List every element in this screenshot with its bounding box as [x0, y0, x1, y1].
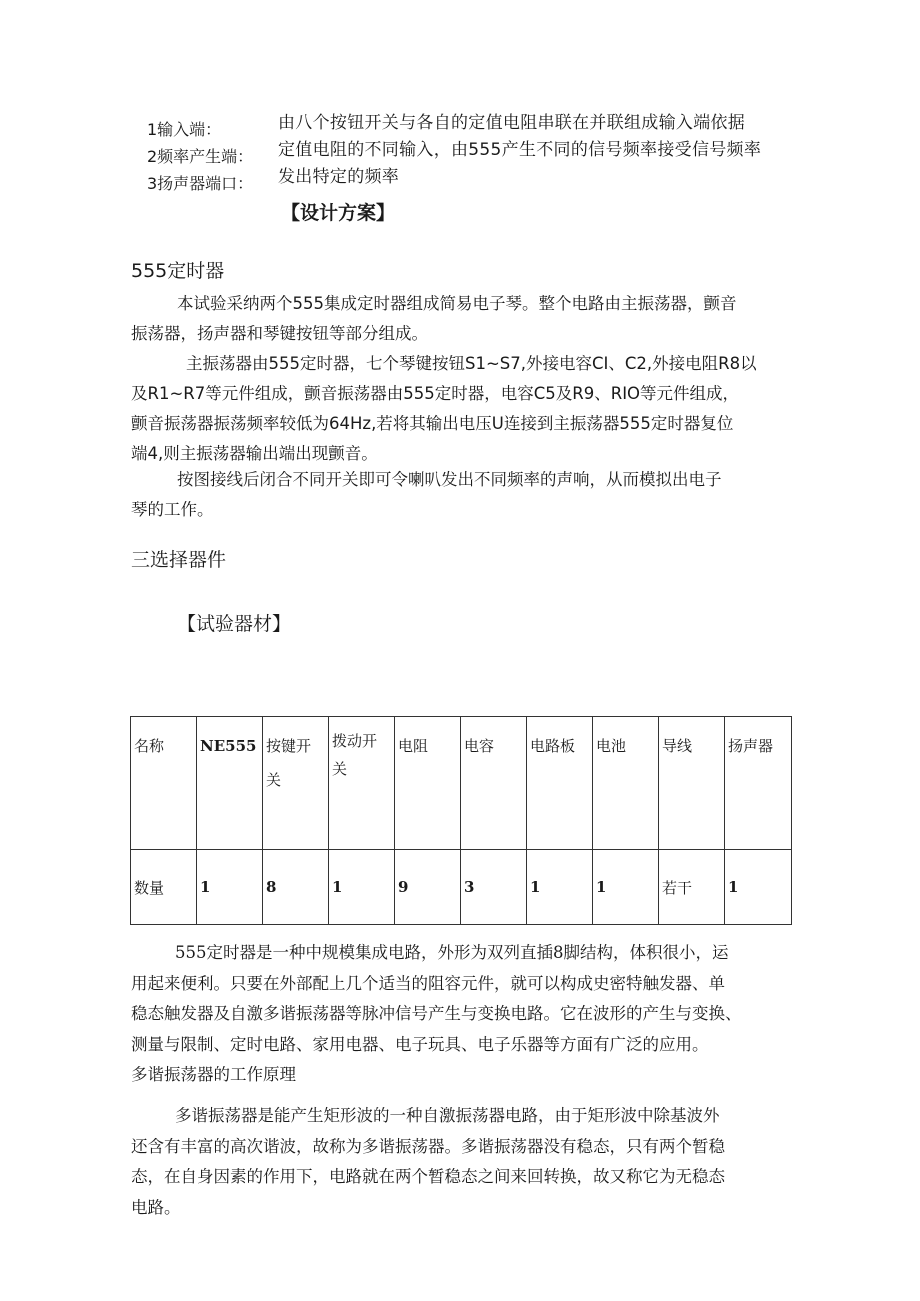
paragraph-line: 用起来便利。只要在外部配上几个适当的阻容元件，就可以构成史密特触发器、单 — [131, 973, 725, 993]
paragraph-line: 稳态触发器及自激多谐振荡器等脉冲信号产生与变换电路。它在波形的产生与变换、 — [131, 1004, 742, 1023]
port-frequency-label: 2频率产生端： — [147, 147, 254, 166]
paragraph-line: 按图接线后闭合不同开关即可令喇叭发出不同频率的声响，从而模拟出电子 — [177, 470, 722, 489]
item-name-ne555: NE555 — [197, 717, 263, 850]
intro-paragraph — [131, 289, 737, 349]
timer-paragraph — [131, 938, 742, 1060]
paragraph-line: 及R1~R7等元件组成，颤音振荡器由555定时器，电容C5及R9、RIO等元件组成， — [131, 384, 740, 403]
row-name-label: 名称 — [131, 717, 197, 850]
paragraph-line: 颤音振荡器振荡频率较低为64Hz,若将其输出电压U连接到主振荡器555定时器复位 — [131, 414, 734, 433]
multivibrator-paragraph — [131, 1101, 725, 1223]
port-speaker-label: 3扬声器端口： — [147, 174, 254, 193]
item-name-key-switch: 按键开关 — [263, 717, 329, 850]
paragraph-line: 还含有丰富的高次谐波，故称为多谐振荡器。多谐振荡器没有稳态，只有两个暂稳 — [131, 1136, 725, 1156]
port-list — [147, 116, 253, 197]
item-qty: 9 — [395, 850, 461, 925]
item-name-wire: 导线 — [659, 717, 725, 850]
item-qty: 1 — [329, 850, 395, 925]
row-qty-label: 数量 — [131, 850, 197, 925]
paragraph-line: 555定时器是一种中规模集成电路，外形为双列直插8脚结构，体积很小，运 — [175, 943, 729, 962]
table-row-quantities — [131, 850, 792, 925]
wiring-paragraph — [131, 465, 722, 525]
paragraph-line: 测量与限制、定时电路、家用电器、电子玩具、电子乐器等方面有广泛的应用。 — [131, 1034, 709, 1054]
port-desc-line: 由八个按钮开关与各自的定值电阻串联在并联组成输入端依据 — [278, 113, 746, 133]
item-name-toggle-switch: 拨动开关 — [329, 717, 395, 850]
port-input-label: 1输入端： — [147, 120, 222, 139]
item-qty: 3 — [461, 850, 527, 925]
item-qty: 8 — [263, 850, 329, 925]
item-qty: 1 — [197, 850, 263, 925]
item-name-resistor: 电阻 — [395, 717, 461, 850]
item-qty: 若干 — [659, 850, 725, 925]
port-desc-line: 定值电阻的不同输入，由555产生不同的信号频率接受信号频率 — [278, 140, 762, 160]
timer-heading: 555定时器 — [131, 260, 225, 282]
paragraph-line: 主振荡器由555定时器，七个琴键按钮S1~S7,外接电容CI、C2,外接电阻R8以 — [186, 354, 757, 373]
item-name-battery: 电池 — [593, 717, 659, 850]
table-row-names — [131, 717, 792, 850]
paragraph-line: 电路。 — [131, 1197, 181, 1217]
paragraph-line: 端4,则主振荡器输出端出现颤音。 — [131, 444, 378, 463]
item-name-speaker: 扬声器 — [725, 717, 792, 850]
port-desc-line: 发出特定的频率 — [278, 167, 400, 187]
item-qty: 1 — [725, 850, 792, 925]
item-name-capacitor: 电容 — [461, 717, 527, 850]
paragraph-line: 本试验采纳两个555集成定时器组成简易电子琴。整个电路由主振荡器，颤音 — [177, 294, 737, 313]
item-qty: 1 — [593, 850, 659, 925]
item-name-circuit-board: 电路板 — [527, 717, 593, 850]
paragraph-line: 振荡器，扬声器和琴键按钮等部分组成。 — [131, 324, 428, 343]
port-description — [278, 110, 761, 191]
paragraph-line: 琴的工作。 — [131, 500, 214, 519]
paragraph-line: 态，在自身因素的作用下，电路就在两个暂稳态之间来回转换，故又称它为无稳态 — [131, 1167, 725, 1186]
item-qty: 1 — [527, 850, 593, 925]
select-heading: 三选择器件 — [131, 549, 227, 571]
oscillator-paragraph — [131, 349, 757, 469]
materials-heading: 【试验器材】 — [177, 613, 292, 635]
design-heading: 【设计方案】 — [281, 202, 396, 224]
paragraph-line: 多谐振荡器是能产生矩形波的一种自激振荡器电路，由于矩形波中除基波外 — [175, 1106, 720, 1125]
multivibrator-heading: 多谐振荡器的工作原理 — [131, 1065, 296, 1084]
materials-table — [130, 716, 792, 925]
